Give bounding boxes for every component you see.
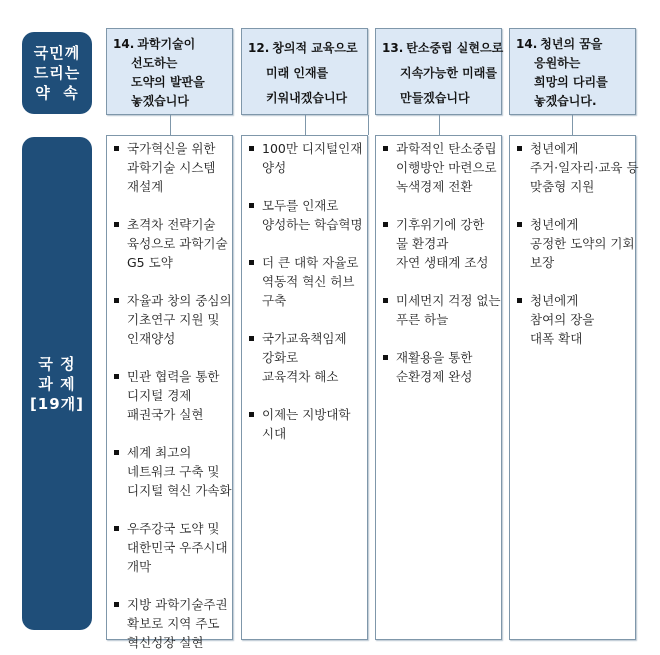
- promise-title-line: 희망의 다리를: [534, 75, 608, 89]
- task-item: [248, 405, 363, 443]
- task-item: [113, 595, 228, 652]
- connector-line: [170, 115, 171, 135]
- task-item: [113, 291, 232, 348]
- task-line: 과학기술 시스템: [127, 160, 216, 175]
- promise-header-education: [241, 28, 368, 115]
- square-bullet-icon: [113, 595, 127, 652]
- square-bullet-icon: [113, 139, 127, 196]
- promise-title-line: 탄소중립 실현으로: [406, 41, 504, 55]
- promise-badge-line: 국민께: [33, 44, 81, 62]
- square-bullet-icon: [113, 291, 127, 348]
- task-line: 공정한 도약의 기회: [530, 236, 635, 251]
- task-item: [516, 291, 631, 348]
- square-bullet-icon: [516, 215, 530, 272]
- task-line: 교육격차 해소: [262, 369, 339, 384]
- task-line: G5 도약: [127, 255, 173, 270]
- task-line: 초격차 전략기술: [127, 217, 216, 232]
- task-line: 모두를 인재로: [262, 198, 339, 213]
- task-item: [248, 139, 363, 177]
- promise-title-line: 놓겠습니다.: [534, 94, 597, 108]
- tasks-badge-line: 국 정: [38, 354, 76, 373]
- connector-line: [572, 115, 573, 135]
- square-bullet-icon: [248, 405, 262, 443]
- task-line: 확보로 지역 주도: [127, 616, 220, 631]
- tasks-badge-line: [19개]: [29, 394, 85, 413]
- divider-line: [368, 115, 369, 135]
- promise-badge: [22, 32, 92, 114]
- task-item: [248, 329, 363, 386]
- promise-title-line: 놓겠습니다: [131, 94, 189, 108]
- task-line: 국가혁신을 위한: [127, 141, 216, 156]
- square-bullet-icon: [113, 519, 127, 576]
- task-line: 시대: [262, 426, 287, 441]
- square-bullet-icon: [248, 329, 262, 386]
- task-line: 100만 디지털인재: [262, 141, 363, 156]
- task-line: 역동적 혁신 허브: [262, 274, 355, 289]
- promise-title-line: 키워내겠습니다: [266, 91, 348, 105]
- task-line: 대한민국 우주시대: [127, 540, 228, 555]
- task-line: 대폭 확대: [530, 331, 583, 346]
- promise-title-line: 미래 인재를: [266, 66, 329, 80]
- task-line: 이제는 지방대학: [262, 407, 351, 422]
- task-line: 지방 과학기술주권: [127, 597, 228, 612]
- task-item: [248, 253, 363, 310]
- promise-number: 12.: [248, 41, 270, 55]
- promise-title-line: 과학기술이: [137, 37, 196, 51]
- task-line: 기후위기에 강한: [396, 217, 485, 232]
- square-bullet-icon: [248, 196, 262, 234]
- task-list-youth: [509, 135, 639, 640]
- promise-title-line: 선도하는: [131, 56, 178, 70]
- task-line: 참여의 장을: [530, 312, 595, 327]
- task-line: 더 큰 대학 자율로: [262, 255, 359, 270]
- task-item: [382, 348, 497, 386]
- task-line: 인재양성: [127, 331, 176, 346]
- promise-title-line: 응원하는: [534, 56, 581, 70]
- task-line: 디지털 경제: [127, 388, 192, 403]
- national-tasks-badge: [22, 137, 92, 630]
- task-line: 네트워크 구축 및: [127, 464, 220, 479]
- task-item: [113, 443, 232, 500]
- task-line: 국가교육책임제: [262, 331, 347, 346]
- task-line: 이행방안 마련으로: [396, 160, 497, 175]
- promise-number: 14.: [516, 37, 538, 51]
- square-bullet-icon: [113, 215, 127, 272]
- square-bullet-icon: [248, 139, 262, 177]
- task-line: 패권국가 실현: [127, 407, 204, 422]
- task-line: 기초연구 지원 및: [127, 312, 220, 327]
- square-bullet-icon: [516, 291, 530, 348]
- task-item: [382, 139, 497, 196]
- task-line: 과학적인 탄소중립: [396, 141, 497, 156]
- promise-badge-line: 약 속: [35, 84, 79, 102]
- promise-title-line: 만들겠습니다: [400, 91, 470, 105]
- task-line: 혁신성장 실현: [127, 635, 204, 650]
- promise-number: 13.: [382, 41, 404, 55]
- task-line: 재설계: [127, 179, 164, 194]
- promise-title-line: 지속가능한 미래를: [400, 66, 497, 80]
- task-line: 미세먼지 걱정 없는: [396, 293, 501, 308]
- square-bullet-icon: [382, 291, 396, 329]
- task-item: [516, 139, 639, 196]
- task-line: 강화로: [262, 350, 299, 365]
- task-line: 푸른 하늘: [396, 312, 449, 327]
- task-line: 주거·일자리·교육 등: [530, 160, 639, 175]
- connector-line: [305, 115, 306, 135]
- promise-number: 14.: [113, 37, 135, 51]
- task-line: 육성으로 과학기술: [127, 236, 228, 251]
- task-item: [113, 367, 228, 424]
- task-line: 구축: [262, 293, 287, 308]
- task-line: 순환경제 완성: [396, 369, 473, 384]
- task-line: 보장: [530, 255, 555, 270]
- task-line: 세계 최고의: [127, 445, 192, 460]
- promise-title-line: 도약의 발판을: [131, 75, 205, 89]
- promise-title-line: 창의적 교육으로: [272, 41, 358, 55]
- square-bullet-icon: [113, 443, 127, 500]
- task-list-carbon: [375, 135, 502, 640]
- task-item: [113, 519, 228, 576]
- task-item: [248, 196, 363, 234]
- task-line: 청년에게: [530, 141, 579, 156]
- promise-header-carbon: [375, 28, 502, 115]
- promise-badge-line: 드리는: [33, 64, 81, 82]
- task-line: 맞춤형 지원: [530, 179, 595, 194]
- task-line: 양성: [262, 160, 287, 175]
- task-line: 청년에게: [530, 217, 579, 232]
- tasks-badge-line: 과 제: [38, 374, 76, 393]
- task-line: 물 환경과: [396, 236, 449, 251]
- task-list-science: [106, 135, 233, 650]
- task-line: 자율과 창의 중심의: [127, 293, 232, 308]
- task-item: [113, 139, 228, 196]
- square-bullet-icon: [516, 139, 530, 196]
- task-line: 민관 협력을 통한: [127, 369, 220, 384]
- task-item: [516, 215, 635, 272]
- task-line: 자연 생태계 조성: [396, 255, 489, 270]
- task-item: [382, 291, 501, 329]
- task-line: 개막: [127, 559, 152, 574]
- promise-title-line: 청년의 꿈을: [540, 37, 603, 51]
- promise-header-youth: [509, 28, 636, 115]
- task-item: [382, 215, 497, 272]
- square-bullet-icon: [382, 215, 396, 272]
- task-item: [113, 215, 228, 272]
- task-line: 녹색경제 전환: [396, 179, 473, 194]
- task-line: 양성하는 학습혁명: [262, 217, 363, 232]
- task-line: 재활용을 통한: [396, 350, 473, 365]
- square-bullet-icon: [382, 139, 396, 196]
- connector-line: [439, 115, 440, 135]
- square-bullet-icon: [113, 367, 127, 424]
- task-line: 청년에게: [530, 293, 579, 308]
- square-bullet-icon: [382, 348, 396, 386]
- promise-header-science: [106, 28, 233, 115]
- task-line: 디지털 혁신 가속화: [127, 483, 232, 498]
- task-line: 우주강국 도약 및: [127, 521, 220, 536]
- square-bullet-icon: [248, 253, 262, 310]
- task-list-education: [241, 135, 368, 640]
